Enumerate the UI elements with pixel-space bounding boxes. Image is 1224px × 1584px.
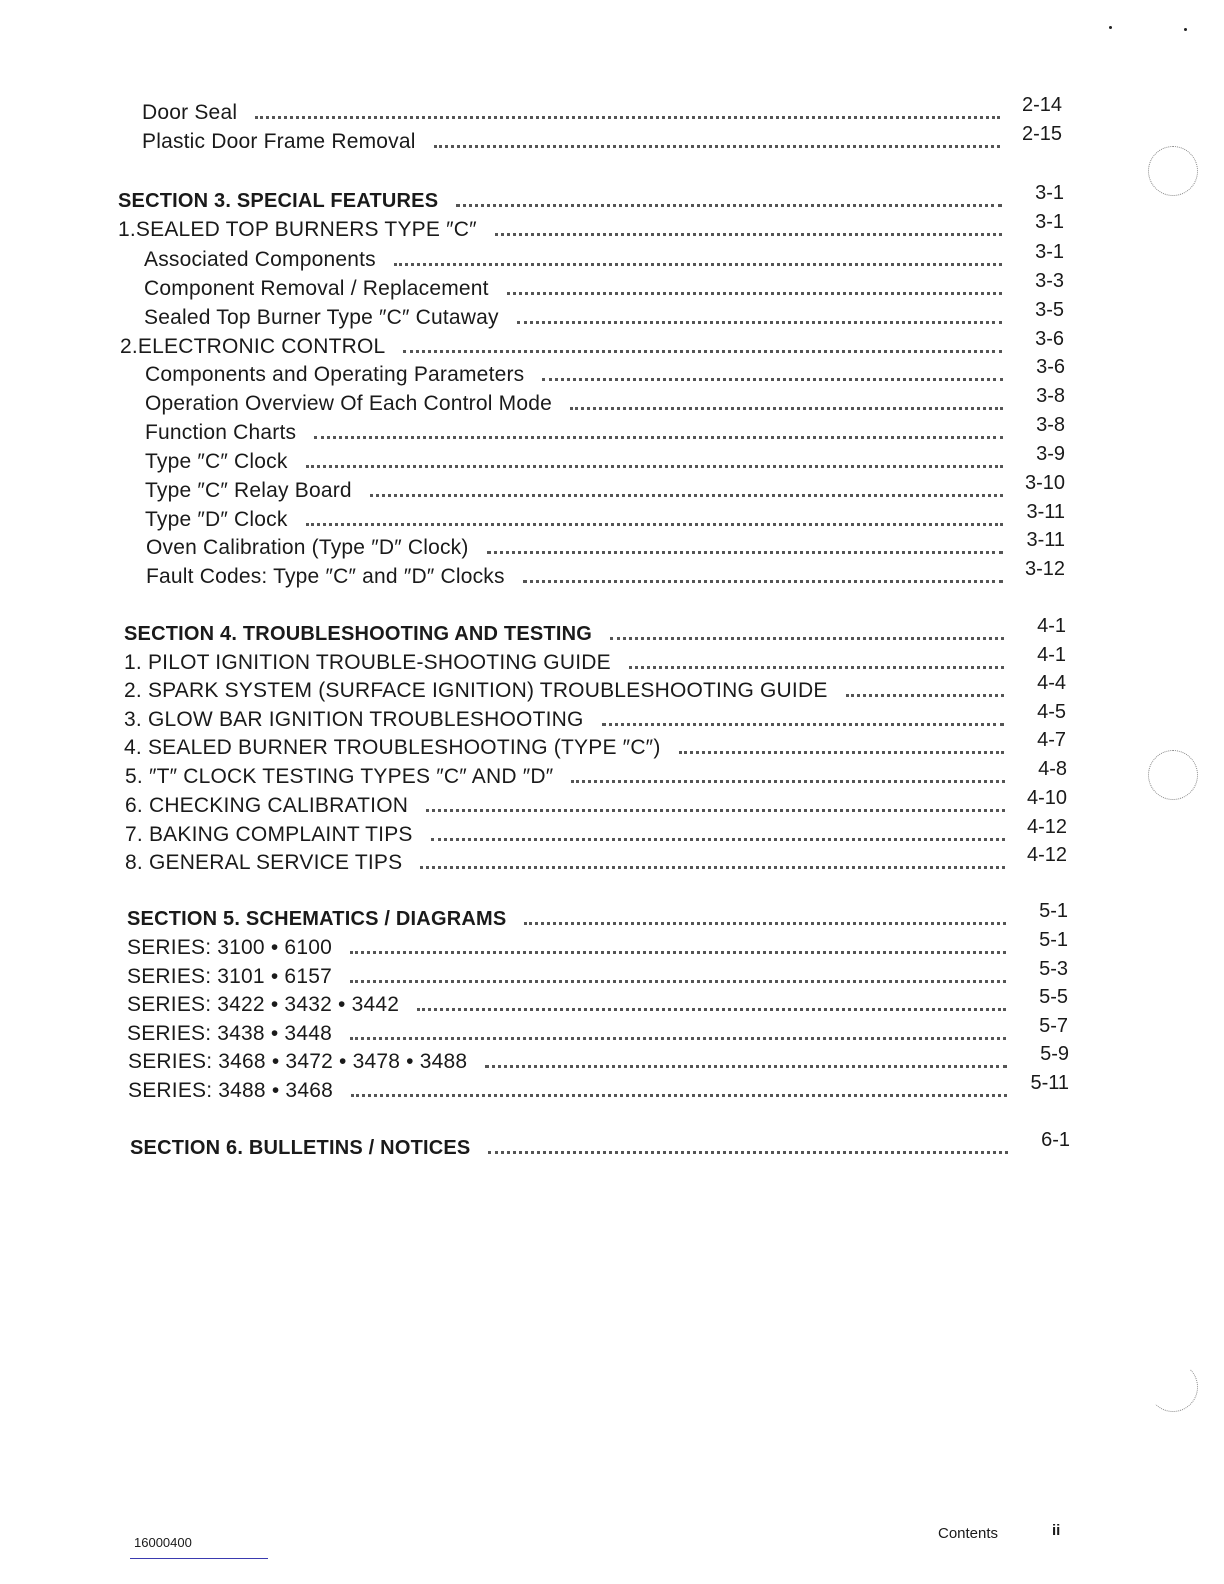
- toc-entry-page: 3-1: [1035, 241, 1064, 263]
- toc-entry-label: Fault Codes: Type ″C″ and ″D″ Clocks: [146, 565, 505, 588]
- toc-entry-page: 3-1: [1035, 211, 1064, 233]
- toc-entry: [145, 385, 1065, 417]
- toc-entry-label: Component Removal / Replacement: [144, 277, 489, 300]
- toc-entry: [127, 1015, 1068, 1047]
- toc-entry-page: 4-1: [1037, 644, 1066, 666]
- toc-entry: [120, 328, 1064, 360]
- dot-leader: [571, 770, 1005, 783]
- toc-entry-label: 4. SEALED BURNER TROUBLESHOOTING (TYPE ″C″): [124, 736, 661, 759]
- toc-entry-label: SECTION 4. TROUBLESHOOTING AND TESTING: [124, 623, 592, 645]
- toc-entry-label: Plastic Door Frame Removal: [142, 130, 416, 153]
- toc-entry-label: SERIES: 3468 • 3472 • 3478 • 3488: [128, 1050, 468, 1073]
- toc-entry-page: 4-12: [1026, 816, 1067, 838]
- dot-leader: [420, 856, 1005, 869]
- dot-leader: [314, 426, 1003, 439]
- toc-entry-label: Type ″C″ Relay Board: [145, 479, 352, 502]
- toc-entry-page: 5-1: [1039, 900, 1068, 922]
- dot-leader: [306, 455, 1003, 468]
- toc-entry-page: 4-5: [1037, 701, 1066, 723]
- toc-entry-page: 3-6: [1035, 328, 1064, 350]
- toc-entry-label: 1.SEALED TOP BURNERS TYPE ″C″: [118, 218, 477, 241]
- toc-entry-label: 2. SPARK SYSTEM (SURFACE IGNITION) TROUBLESHOOTING GUIDE: [124, 679, 828, 702]
- toc-entry-label: 5. ″T″ CLOCK TESTING TYPES ″C″ AND ″D″: [125, 765, 554, 788]
- toc-entry-label: SERIES: 3101 • 6157: [127, 965, 332, 988]
- toc-entry: [124, 701, 1066, 733]
- toc-entry: [145, 356, 1065, 388]
- toc-entry-label: 2.ELECTRONIC CONTROL: [120, 335, 386, 358]
- toc-entry: [146, 558, 1065, 590]
- toc-entry: [125, 844, 1067, 876]
- scan-speck: [1109, 26, 1112, 29]
- toc-entry-page: 5-11: [1030, 1072, 1069, 1094]
- toc-entry-label: 6. CHECKING CALIBRATION: [125, 794, 409, 817]
- toc-entry-label: Door Seal: [142, 101, 238, 124]
- toc-entry: [142, 123, 1062, 155]
- document-number: 16000400: [134, 1535, 192, 1550]
- toc-entry: [127, 986, 1068, 1018]
- dot-leader: [507, 282, 1002, 295]
- toc-entry-label: Oven Calibration (Type ″D″ Clock): [146, 536, 469, 559]
- binder-hole-mark: [1148, 750, 1198, 800]
- toc-entry-label: Operation Overview Of Each Control Mode: [145, 392, 552, 415]
- toc-entry-label: SECTION 5. SCHEMATICS / DIAGRAMS: [127, 908, 507, 930]
- dot-leader: [306, 513, 1003, 526]
- dot-leader: [488, 1141, 1008, 1154]
- toc-entry-label: Components and Operating Parameters: [145, 363, 525, 386]
- dot-leader: [679, 741, 1004, 754]
- toc-section-heading: [118, 182, 1064, 214]
- toc-entry: [144, 270, 1064, 302]
- toc-entry: [145, 443, 1065, 475]
- footer-section-label: Contents: [938, 1525, 999, 1542]
- toc-entry-page: 5-5: [1039, 986, 1068, 1008]
- toc-entry-page: 5-3: [1039, 958, 1068, 980]
- toc-entry-label: Function Charts: [145, 421, 297, 444]
- toc-entry: [128, 1072, 1069, 1104]
- toc-section-heading: [130, 1129, 1070, 1161]
- toc-entry-page: 4-7: [1037, 729, 1066, 751]
- toc-entry-page: 3-3: [1035, 270, 1064, 292]
- toc-entry-label: 3. GLOW BAR IGNITION TROUBLESHOOTING: [124, 708, 584, 731]
- toc-entry-page: 3-1: [1035, 182, 1064, 204]
- toc-section-heading: [124, 615, 1066, 647]
- toc-entry-page: 4-10: [1026, 787, 1067, 809]
- dot-leader: [370, 484, 1003, 497]
- scan-speck: [1184, 28, 1187, 31]
- toc-entry-label: SERIES: 3438 • 3448: [127, 1022, 332, 1045]
- footer-page-number: ii: [1052, 1522, 1061, 1539]
- toc-entry: [144, 299, 1064, 331]
- dot-leader: [517, 311, 1002, 324]
- toc-entry-page: 4-8: [1038, 758, 1067, 780]
- footer-rule: [130, 1558, 268, 1559]
- toc-entry-page: 2-15: [1021, 123, 1062, 145]
- toc-entry-page: 3-8: [1036, 414, 1065, 436]
- toc-entry-label: SERIES: 3488 • 3468: [128, 1079, 333, 1102]
- toc-entry-page: 3-11: [1026, 501, 1065, 523]
- toc-entry-label: SERIES: 3422 • 3432 • 3442: [127, 993, 400, 1016]
- toc-entry-page: 6-1: [1041, 1129, 1070, 1151]
- toc-entry-page: 3-6: [1036, 356, 1065, 378]
- dot-leader: [487, 541, 1003, 554]
- toc-entry: [127, 929, 1068, 961]
- dot-leader: [610, 627, 1004, 640]
- toc-entry: [125, 816, 1067, 848]
- toc-entry: [145, 501, 1065, 533]
- dot-leader: [523, 570, 1003, 583]
- toc-entry-page: 4-4: [1037, 672, 1066, 694]
- dot-leader: [350, 970, 1006, 983]
- toc-entry-page: 3-9: [1036, 443, 1065, 465]
- toc-entry: [128, 1043, 1069, 1075]
- toc-entry-page: 3-8: [1036, 385, 1065, 407]
- toc-entry-label: 8. GENERAL SERVICE TIPS: [125, 851, 403, 874]
- dot-leader: [350, 1027, 1006, 1040]
- toc-entry: [145, 414, 1065, 446]
- dot-leader: [434, 135, 1000, 148]
- toc-entry-page: 5-9: [1040, 1043, 1069, 1065]
- dot-leader: [629, 656, 1004, 669]
- toc-entry-label: Type ″C″ Clock: [145, 450, 288, 473]
- dot-leader: [350, 941, 1006, 954]
- dot-leader: [542, 368, 1003, 381]
- toc-entry: [145, 472, 1065, 504]
- toc-entry: [118, 211, 1064, 243]
- dot-leader: [846, 684, 1004, 697]
- toc-entry-label: Type ″D″ Clock: [145, 508, 288, 531]
- dot-leader: [351, 1084, 1007, 1097]
- toc-entry-page: 3-11: [1026, 529, 1065, 551]
- toc-entry: [124, 729, 1066, 761]
- toc-entry-label: 1. PILOT IGNITION TROUBLE-SHOOTING GUIDE: [124, 651, 611, 674]
- dot-leader: [495, 223, 1002, 236]
- dot-leader: [602, 713, 1004, 726]
- dot-leader: [456, 194, 1002, 207]
- dot-leader: [403, 340, 1002, 353]
- toc-entry-page: 4-12: [1026, 844, 1067, 866]
- toc-entry: [144, 241, 1064, 273]
- toc-entry-page: 3-10: [1024, 472, 1065, 494]
- toc-entry-page: 2-14: [1021, 94, 1062, 116]
- toc-entry-page: 4-1: [1037, 615, 1066, 637]
- dot-leader: [394, 253, 1002, 266]
- dot-leader: [570, 397, 1003, 410]
- toc-entry-label: Sealed Top Burner Type ″C″ Cutaway: [144, 306, 499, 329]
- dot-leader: [426, 799, 1005, 812]
- toc-entry: [124, 672, 1066, 704]
- toc-entry-label: SECTION 3. SPECIAL FEATURES: [118, 190, 439, 212]
- dot-leader: [524, 912, 1006, 925]
- toc-section-heading: [127, 900, 1068, 932]
- toc-entry-page: 5-1: [1039, 929, 1068, 951]
- toc-entry: [142, 94, 1062, 126]
- toc-entry: [146, 529, 1065, 561]
- dot-leader: [417, 998, 1006, 1011]
- toc-entry: [124, 644, 1066, 676]
- toc-entry-label: SERIES: 3100 • 6100: [127, 936, 332, 959]
- toc-entry-page: 3-12: [1024, 558, 1065, 580]
- toc-entry: [125, 758, 1067, 790]
- binder-hole-mark: [1148, 1362, 1198, 1412]
- toc-entry: [127, 958, 1068, 990]
- toc-entry-label: SECTION 6. BULLETINS / NOTICES: [130, 1137, 471, 1159]
- toc-entry-page: 5-7: [1039, 1015, 1068, 1037]
- toc-entry: [125, 787, 1067, 819]
- toc-entry-page: 3-5: [1035, 299, 1064, 321]
- toc-entry-label: Associated Components: [144, 248, 376, 271]
- toc-entry-label: 7. BAKING COMPLAINT TIPS: [125, 823, 413, 846]
- binder-hole-mark: [1148, 146, 1198, 196]
- dot-leader: [485, 1055, 1007, 1068]
- dot-leader: [431, 828, 1005, 841]
- dot-leader: [255, 106, 1000, 119]
